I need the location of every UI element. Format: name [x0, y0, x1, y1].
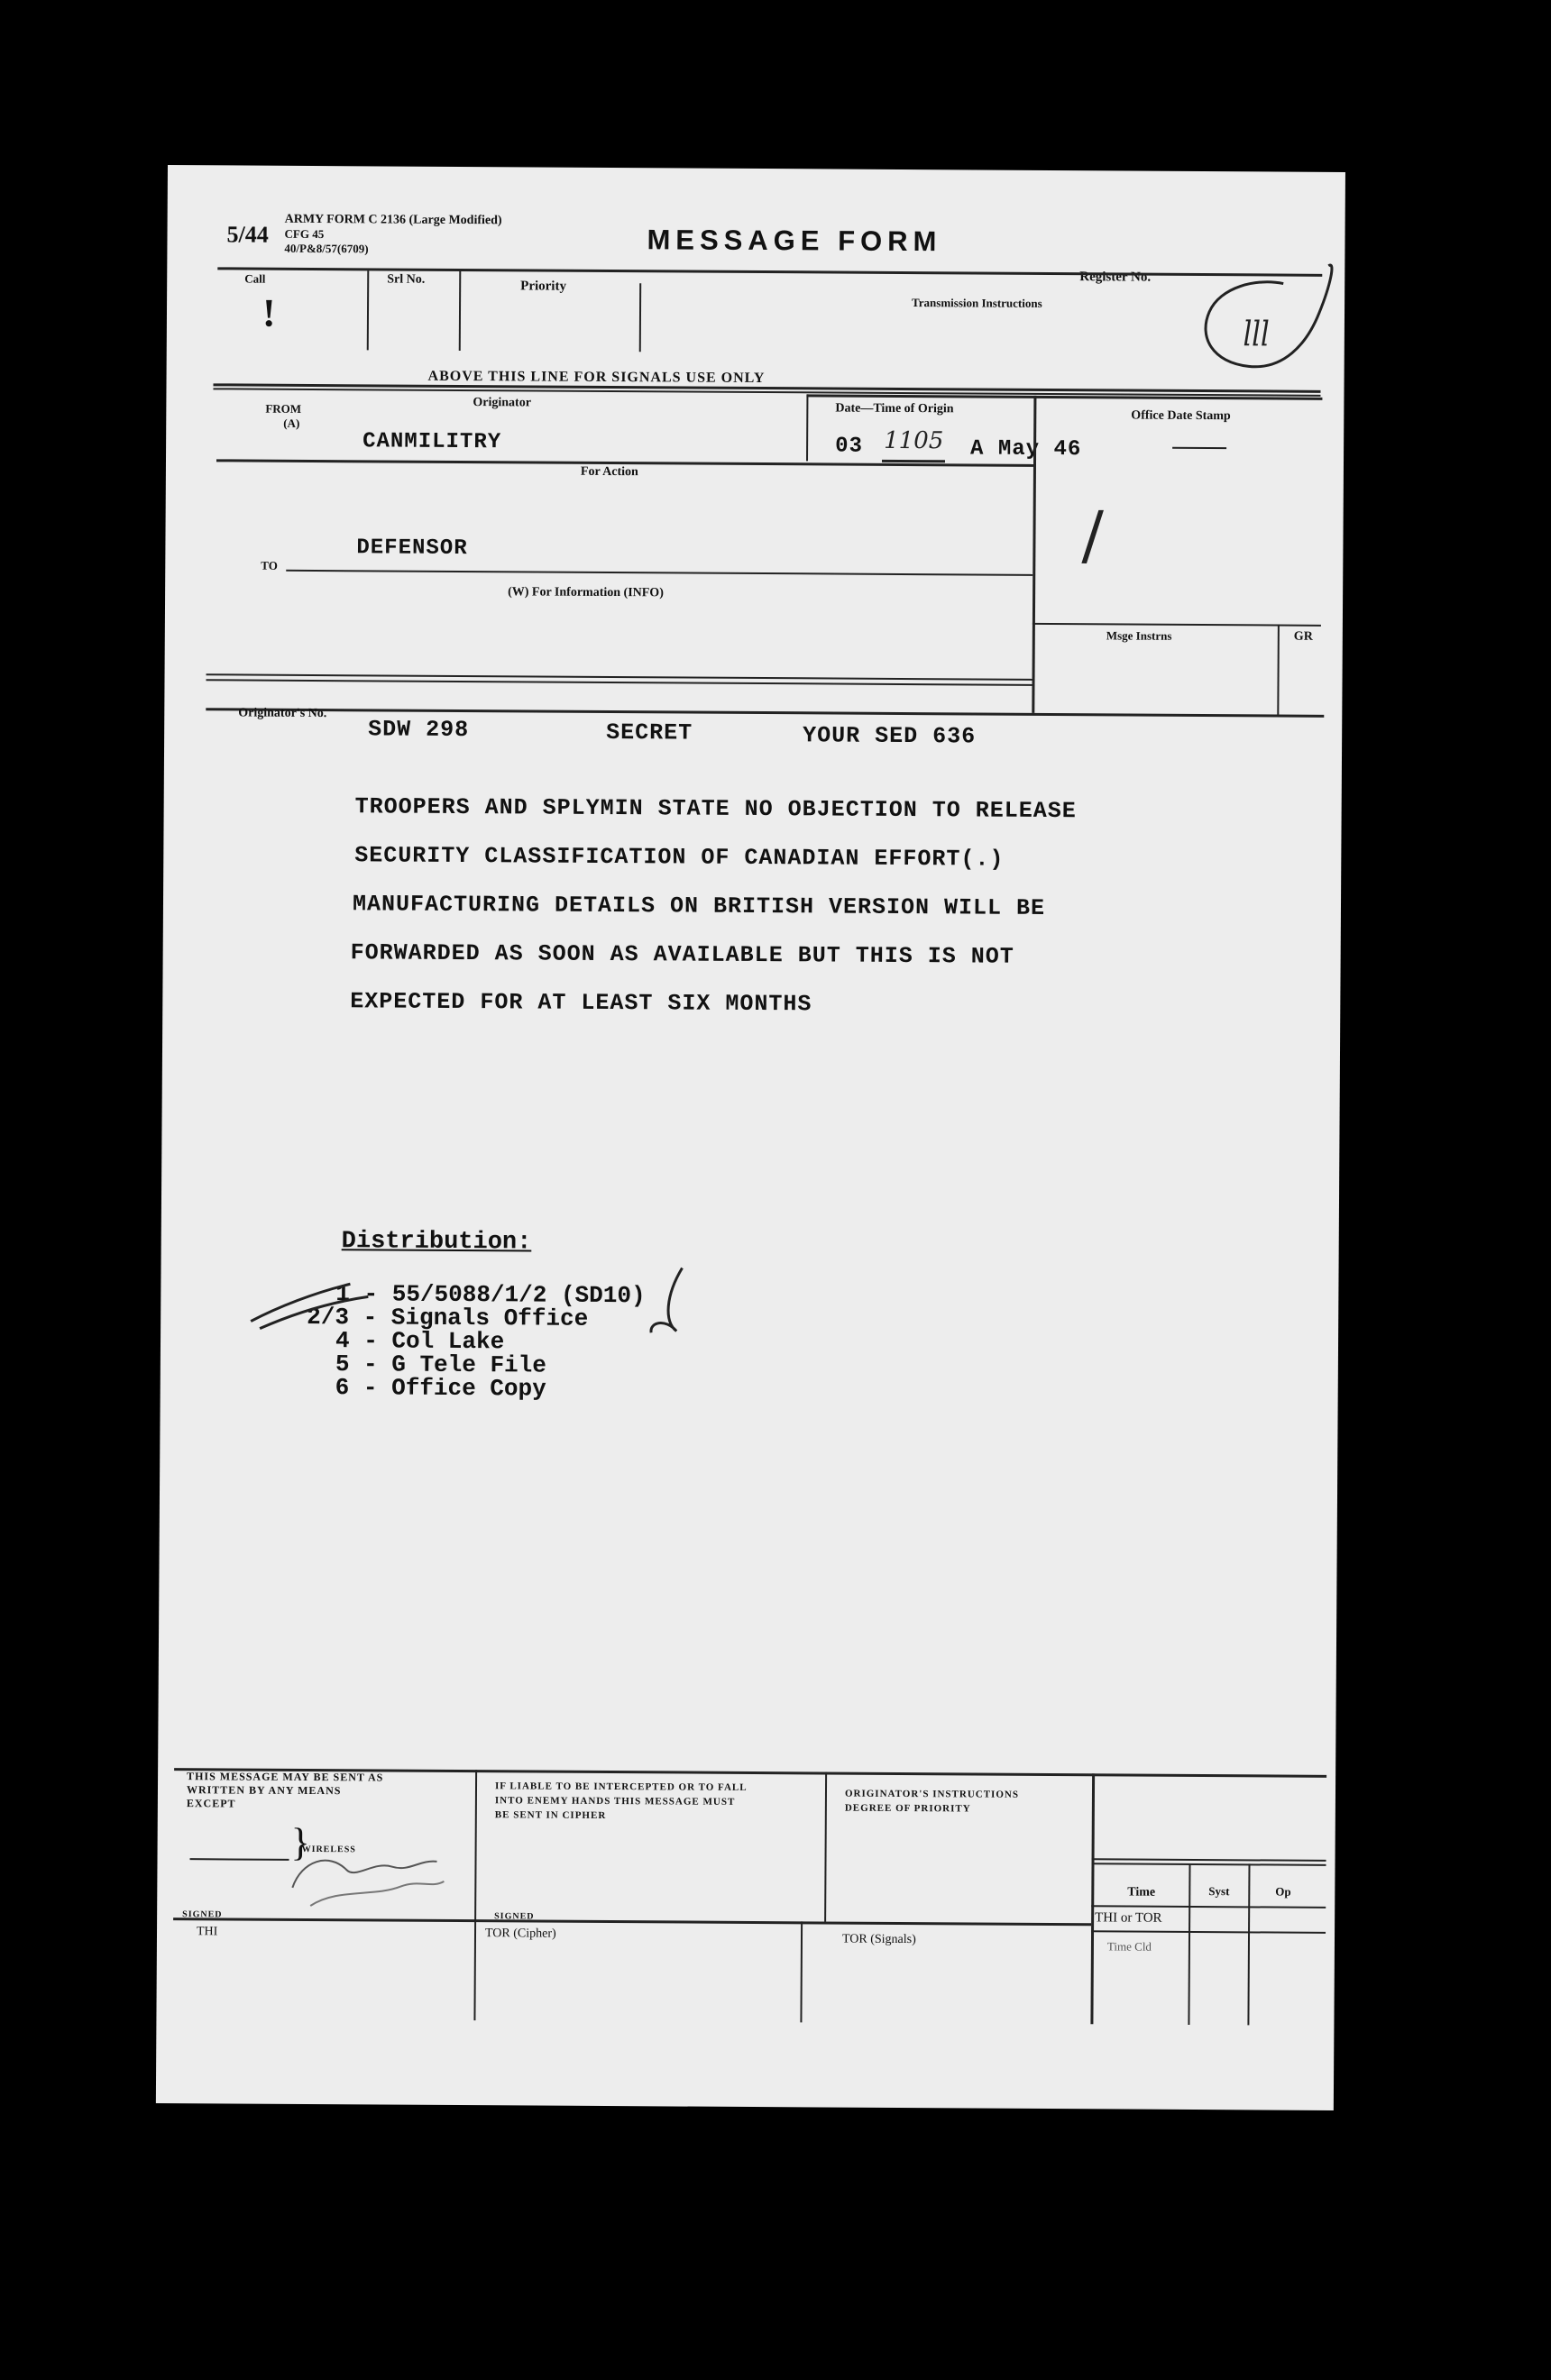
op-label: Op — [1275, 1884, 1291, 1899]
form-number-line3: 40/P&8/57(6709) — [284, 241, 369, 256]
footer-divider-2 — [824, 1771, 827, 1921]
footer-mid-rule — [173, 1918, 1091, 1926]
for-action-label: For Action — [580, 464, 638, 480]
signed-label: SIGNED — [182, 1909, 223, 1920]
syst-label: Syst — [1208, 1884, 1230, 1899]
sent-as-line3: EXCEPT — [186, 1797, 236, 1810]
originators-no-label: Originator's No. — [238, 706, 327, 721]
wireless-blank — [190, 1858, 289, 1861]
message-line: FORWARDED AS SOON AS AVAILABLE BUT THIS IS NOT — [350, 939, 1014, 970]
block-bottom-rule-2 — [206, 679, 1032, 686]
gr-divider — [1277, 625, 1280, 715]
form-number-line2: CFG 45 — [284, 226, 325, 242]
date-time-label: Date—Time of Origin — [835, 401, 954, 416]
date-day: 03 — [835, 434, 864, 459]
classification: SECRET — [606, 719, 693, 746]
op-divider — [1247, 1863, 1250, 2025]
originators-no-value: SDW 298 — [368, 716, 470, 744]
footer-divider-1 — [473, 1770, 477, 2020]
cipher-note-line3: BE SENT IN CIPHER — [494, 1809, 607, 1822]
message-line: MANUFACTURING DETAILS ON BRITISH VERSION WILL BE — [352, 891, 1046, 921]
to-value: DEFENSOR — [356, 536, 468, 562]
thi-row-rule — [1091, 1930, 1326, 1934]
originator-label: Originator — [473, 396, 531, 410]
orig-instructions-line1: ORIGINATOR'S INSTRUCTIONS — [844, 1788, 1020, 1800]
call-label: Call — [244, 271, 266, 286]
time-box-top — [1092, 1858, 1326, 1862]
from-sub-label: (A) — [283, 416, 300, 430]
sent-as-line1: THIS MESSAGE MAY BE SENT AS — [187, 1770, 384, 1784]
register-no-label: Register No. — [1079, 270, 1152, 285]
tor-signals-label: TOR (Signals) — [841, 1932, 916, 1947]
distribution-handwritten-marks — [242, 1257, 748, 1359]
time-box-top-2 — [1092, 1863, 1326, 1866]
signature-scribble — [283, 1834, 455, 1916]
to-label: TO — [261, 558, 278, 572]
msge-instrns-label: Msge Instrns — [1106, 628, 1172, 643]
srl-no-label: Srl No. — [387, 272, 426, 287]
call-value: ! — [262, 290, 276, 335]
cipher-note-line2: INTO ENEMY HANDS THIS MESSAGE MUST — [494, 1795, 736, 1808]
office-stamp-mark: / — [1081, 497, 1105, 573]
distribution-item: 5 - G Tele File — [335, 1350, 547, 1379]
signals-divider-2 — [459, 271, 462, 351]
time-cleared-label: Time Cld — [1106, 1939, 1152, 1954]
originator-value: CANMILITRY — [363, 429, 502, 455]
transmission-instructions-label: Transmission Instructions — [912, 296, 1042, 310]
info-label: (W) For Information (INFO) — [508, 585, 664, 600]
tor-cipher-label: TOR (Cipher) — [484, 1927, 556, 1941]
message-line: TROOPERS AND SPLYMIN STATE NO OBJECTION TO RELEASE — [354, 793, 1077, 825]
date-box-left — [806, 394, 808, 461]
distribution-item: 6 - Office Copy — [335, 1374, 546, 1403]
above-line-note: ABOVE THIS LINE FOR SIGNALS USE ONLY — [427, 368, 766, 387]
signals-divider-1 — [367, 270, 370, 350]
reference: YOUR SED 636 — [803, 722, 977, 750]
distribution-item: 4 - Col Lake — [335, 1327, 505, 1356]
distribution-heading: Distribution: — [341, 1228, 532, 1257]
header-rule — [217, 267, 1322, 276]
date-time-underline — [882, 460, 945, 462]
footer-divider-4 — [800, 1921, 803, 2022]
distribution-item: 1 - 55/5088/1/2 (SD10) — [335, 1280, 646, 1310]
thi-or-tor-label: THI or TOR — [1095, 1910, 1162, 1926]
priority-label: Priority — [520, 279, 567, 294]
signed-label-2: SIGNED — [494, 1911, 535, 1922]
sent-as-line2: WRITTEN BY ANY MEANS — [186, 1783, 342, 1798]
form-title: MESSAGE FORM — [647, 224, 942, 258]
message-line: SECURITY CLASSIFICATION OF CANADIAN EFFORT(.) — [354, 842, 1005, 873]
office-stamp-dash — [1172, 447, 1226, 449]
gr-label: GR — [1293, 629, 1313, 644]
form-number-line1: ARMY FORM C 2136 (Large Modified) — [284, 212, 502, 228]
office-date-stamp-label: Office Date Stamp — [1131, 408, 1231, 424]
cipher-note-line1: IF LIABLE TO BE INTERCEPTED OR TO FALL — [494, 1780, 748, 1793]
signals-divider-3 — [639, 283, 641, 352]
register-no-value: lll — [1243, 314, 1270, 354]
to-rule — [286, 570, 1032, 576]
thi-label: THI — [196, 1925, 218, 1939]
time-header-rule — [1091, 1905, 1326, 1909]
orig-instructions-line2: DEGREE OF PRIORITY — [844, 1802, 971, 1815]
distribution-item: 2/3 - Signals Office — [307, 1303, 589, 1332]
syst-divider — [1188, 1863, 1190, 2025]
time-label: Time — [1127, 1885, 1156, 1899]
page-ref: 5/44 — [226, 221, 269, 248]
from-label: FROM — [265, 401, 302, 416]
wireless-brace: } — [290, 1819, 310, 1864]
footer-divider-3 — [1090, 1773, 1095, 2024]
date-month: A May 46 — [970, 436, 1082, 462]
date-time-handwritten: 1105 — [884, 426, 944, 455]
wireless-label: WIRELESS — [301, 1844, 356, 1855]
message-form-sheet — [156, 165, 1345, 2110]
message-line: EXPECTED FOR AT LEAST SIX MONTHS — [350, 988, 812, 1018]
